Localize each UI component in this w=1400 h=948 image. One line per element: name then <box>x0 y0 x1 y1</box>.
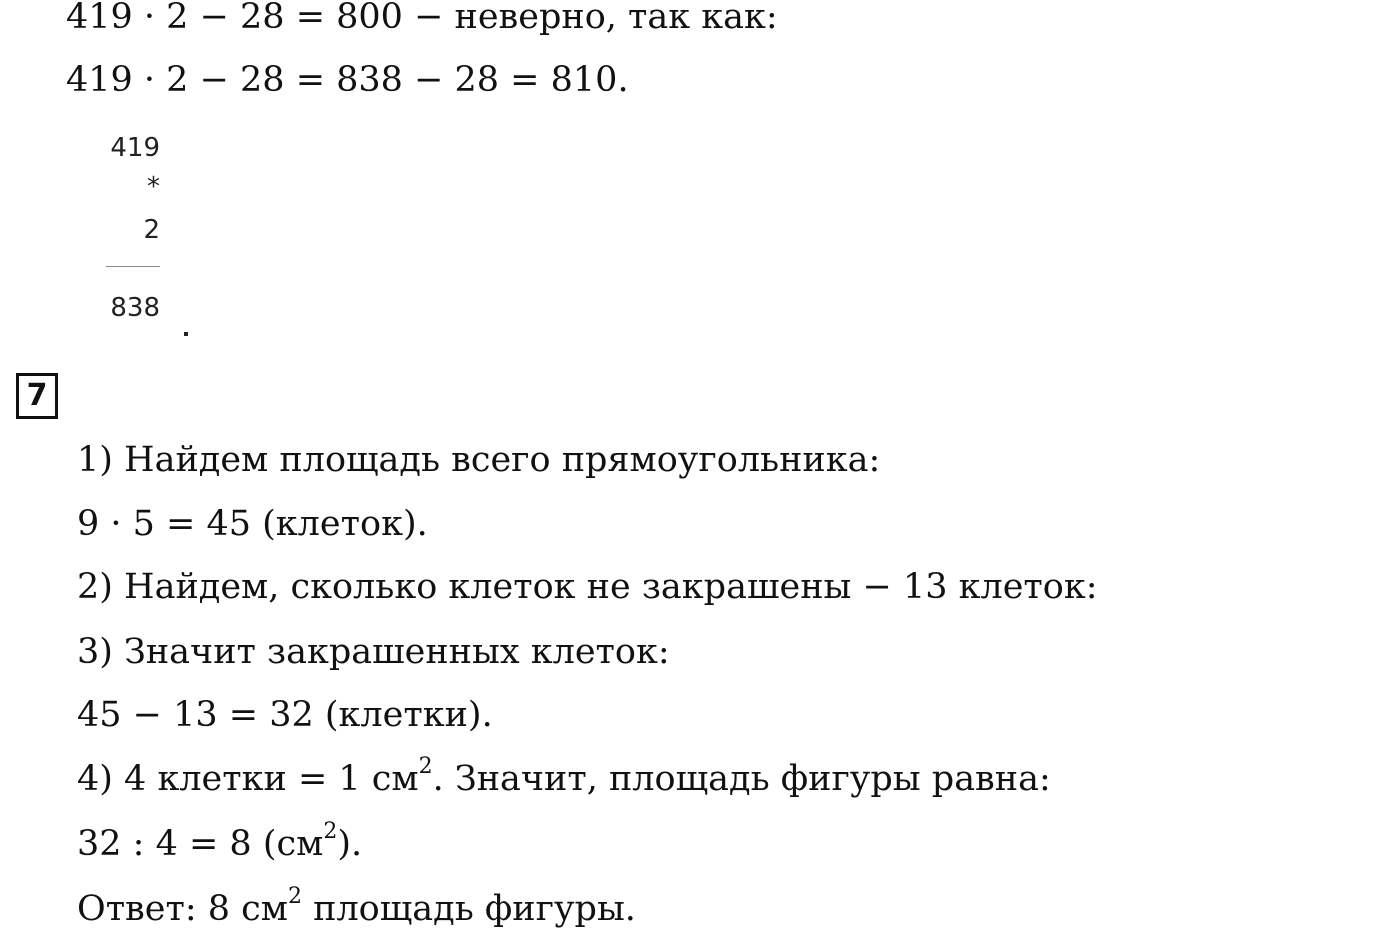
multiplicand: 419 <box>110 133 160 163</box>
prev-line-1: 419 · 2 − 28 = 800 − неверно, так как: <box>66 0 778 37</box>
column-divider-line <box>106 266 160 267</box>
line-7-text-b: ). <box>337 824 363 864</box>
answer-text-a: Ответ: 8 см <box>77 889 288 929</box>
line-7-text-a: 32 : 4 = 8 (см <box>77 824 324 864</box>
solution-line-4: 3) Значит закрашенных клеток: <box>77 632 670 672</box>
product: 838 <box>110 293 160 323</box>
solution-line-3: 2) Найдем, сколько клеток не закрашены − 13 клеток: <box>77 567 1098 607</box>
solution-line-2: 9 · 5 = 45 (клеток). <box>77 504 428 544</box>
multiply-operator: * <box>147 172 160 202</box>
solution-line-6 <box>77 754 1051 799</box>
solution-line-7 <box>77 819 363 864</box>
line-7-superscript: 2 <box>323 819 338 845</box>
trailing-dot <box>184 332 188 336</box>
task-number-box: 7 <box>16 373 58 419</box>
solution-line-1: 1) Найдем площадь всего прямоугольника: <box>77 440 881 480</box>
line-6-text-a: 4) 4 клетки = 1 см <box>77 759 419 799</box>
line-6-text-b: . Значит, площадь фигуры равна: <box>432 759 1051 799</box>
line-6-superscript: 2 <box>418 754 433 780</box>
answer-text-b: площадь фигуры. <box>301 889 636 929</box>
multiplier: 2 <box>143 215 160 245</box>
prev-line-2: 419 · 2 − 28 = 838 − 28 = 810. <box>66 60 629 100</box>
answer-superscript: 2 <box>287 884 302 910</box>
solution-line-5: 45 − 13 = 32 (клетки). <box>77 695 493 735</box>
answer-line <box>77 884 636 929</box>
